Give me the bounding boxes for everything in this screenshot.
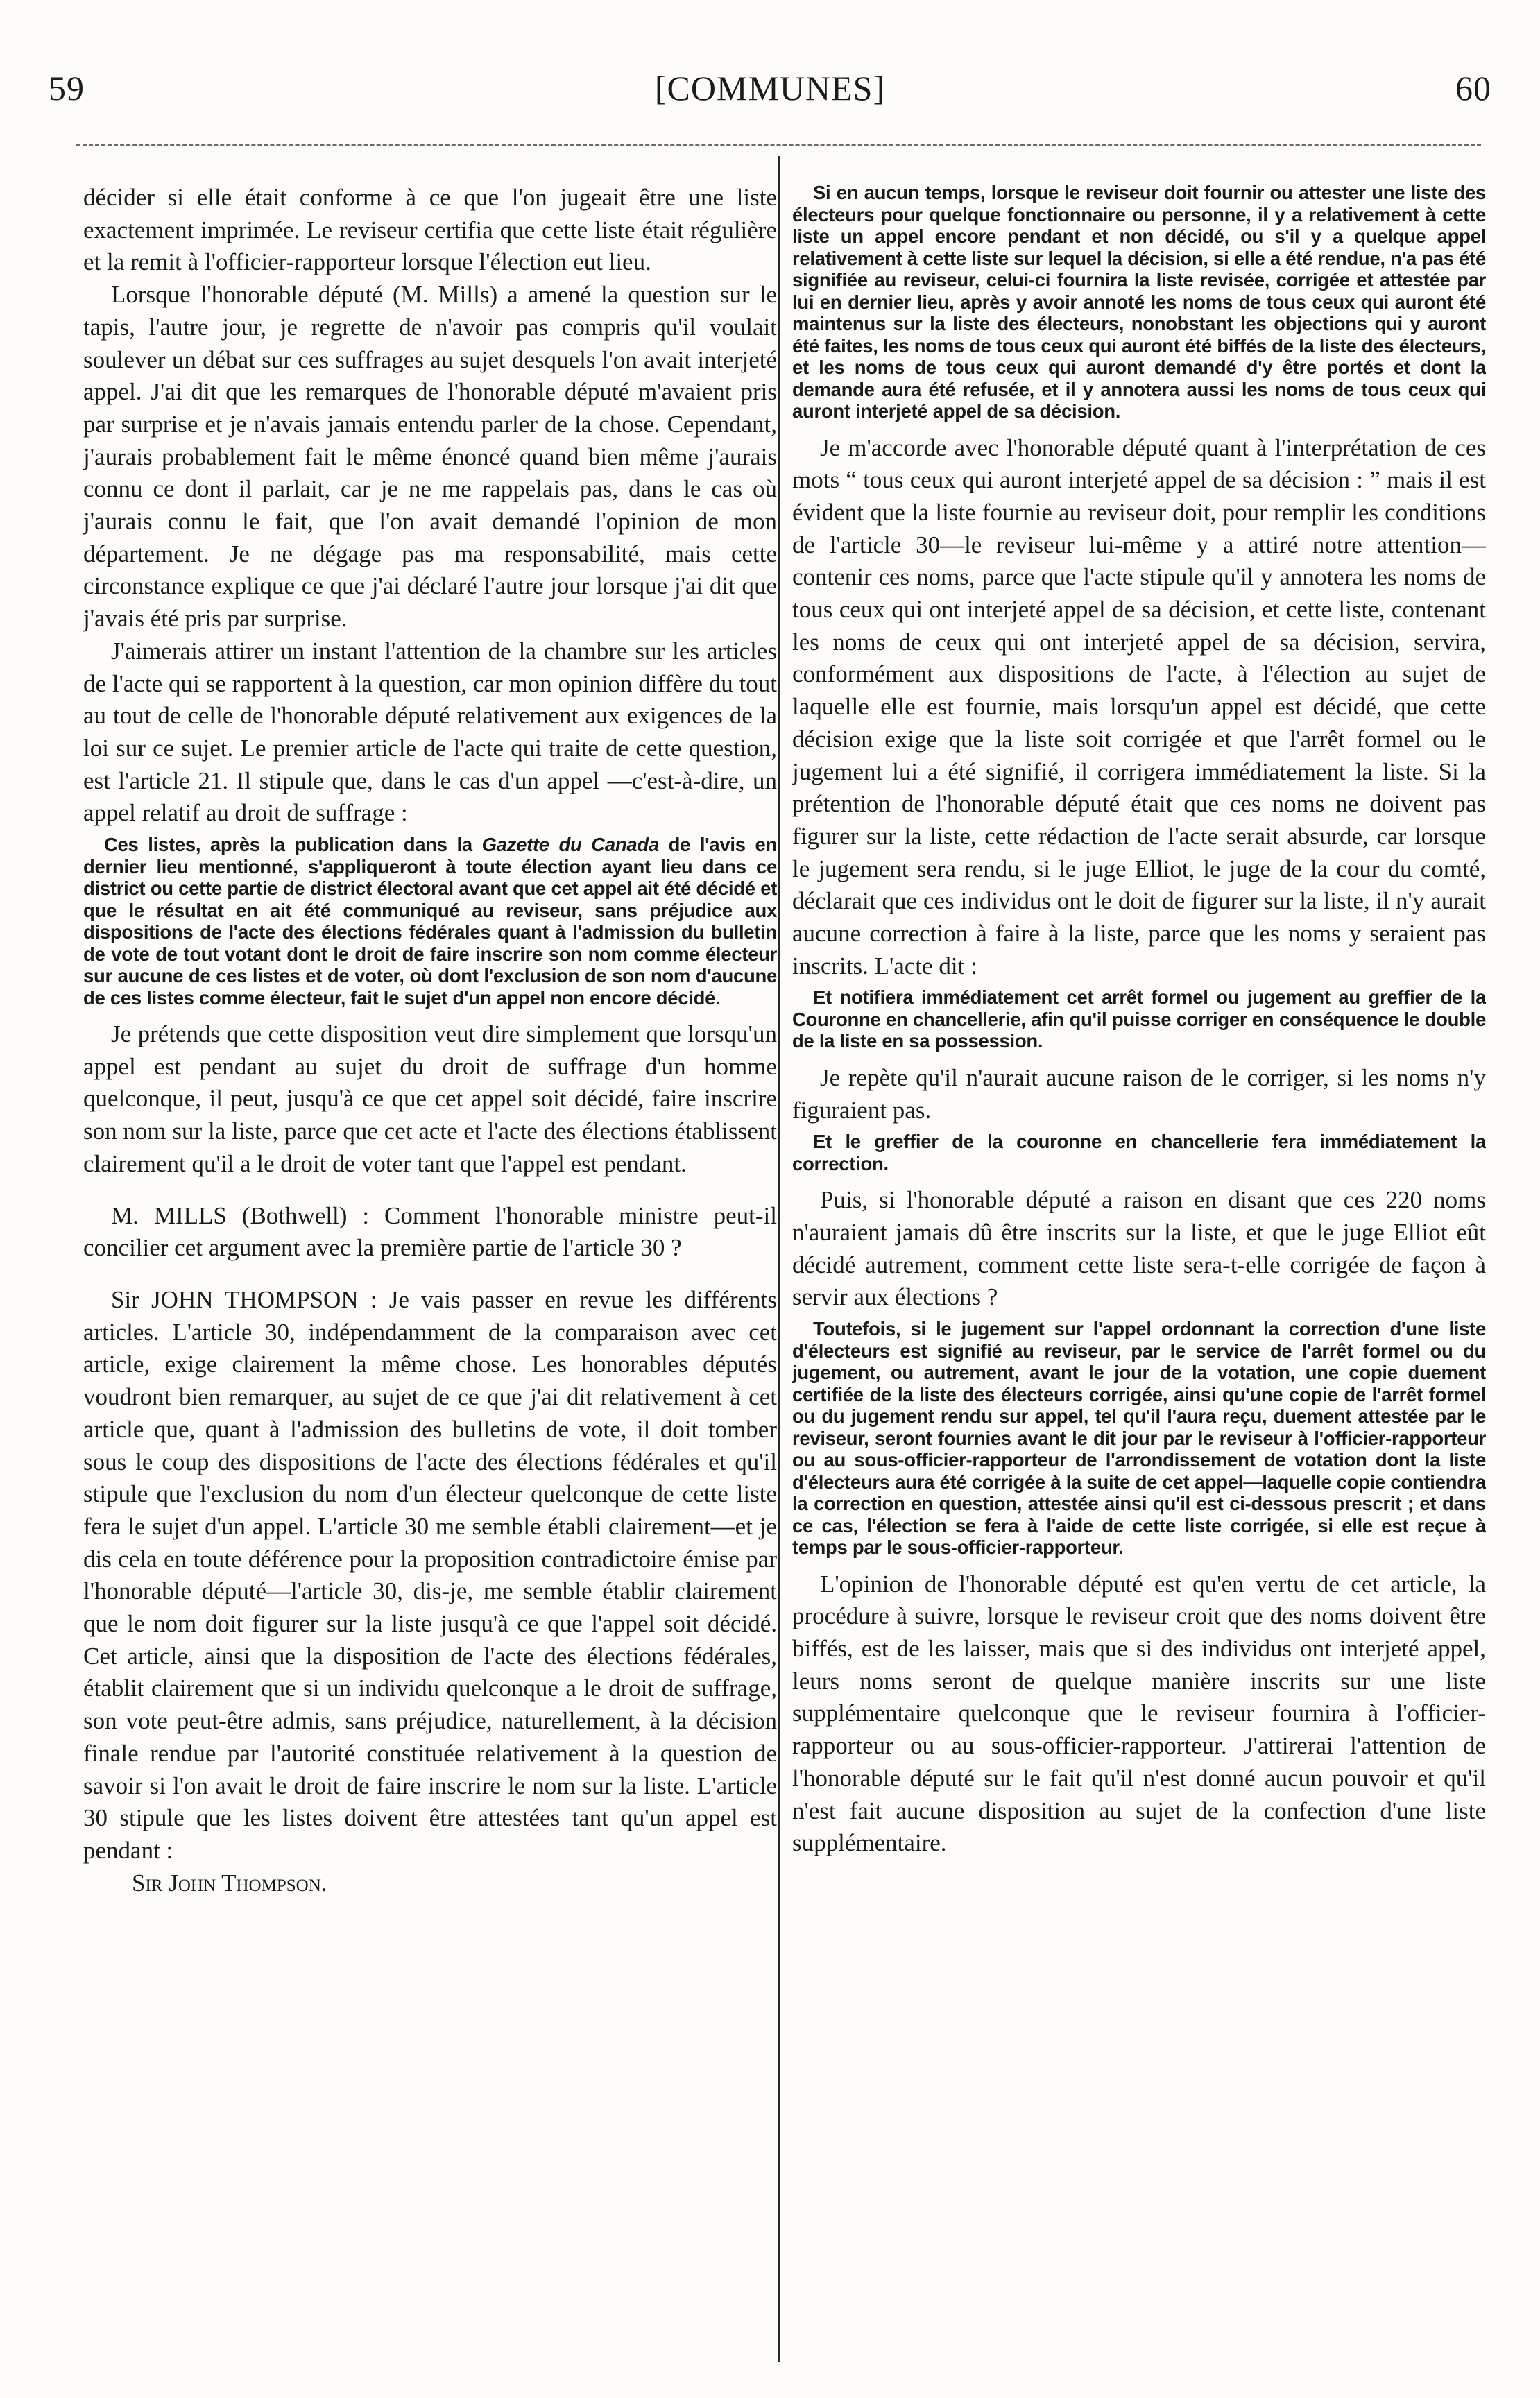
paragraph: décider si elle était conforme à ce que l'on jugeait être une liste exactement imprimée. Le reviseur certifia que cette liste était régulière et la remit à l'officier-rapporteur lorsque l'élection eut lieu. — [83, 184, 777, 276]
left-column — [83, 182, 777, 2370]
header-rule — [76, 144, 1481, 146]
speaker-paragraph: Sir JOHN THOMPSON : Je vais passer en revue les différents articles. L'article 30, indépendamment de la comparaison avec cet article, exige clairement la même chose. Les honorables députés voudront bien remarquer, au sujet de ce que j'ai dit relativement à cet article que, quant à l'admission des bulletins de vote, il doit tomber sous le coup des dispositions de l'acte des élections fédérales et qu'il stipule que l'exclusion du nom d'un électeur quelconque de cette liste fera le sujet d'un appel. L'article 30 me semble établi clairement—et je dis cela en toute déférence pour la proposition contradictoire émise par l'honorable député—l'article 30, dis-je, me semble établir clairement que le nom doit figurer sur la liste jusqu'à ce que l'appel soit décidé. Cet article, ainsi que la disposition de l'acte des élections fédérales, établit clairement que si un individu quelconque a le droit de suffrage, son vote peut-être admis, sans préjudice, naturellement, à la décision finale rendue par l'autorité constituée relativement à la question de savoir si l'on avait le droit de faire inscrire le nom sur la liste. L'article 30 stipule que les listes doivent être attestées tant qu'un appel est pendant : — [83, 1285, 777, 1864]
paragraph: J'aimerais attirer un instant l'attention de la chambre sur les articles de l'acte qui se rapportent à la question, car mon opinion diffère du tout au tout de celle de l'honorable député relativement aux exigences de la loi sur ce sujet. Le premier article de l'acte qui traite de cette question, est l'article 21. Il stipule que, dans le cas d'un appel —c'est-à-dire, un appel relatif au droit de suffrage : — [83, 637, 777, 827]
paragraph: Je repète qu'il n'aurait aucune raison de le corriger, si les noms n'y figuraient pas. — [792, 1063, 1486, 1124]
right-column — [792, 182, 1486, 2370]
gazette-title: Gazette du Canada — [481, 834, 659, 856]
statute-quote: Si en aucun temps, lorsque le reviseur doit fournir ou attester une liste des électeurs pour quelque fonctionnaire ou personne, il y a relativement à cette liste un appel encore pendant et non décidé, ou s'il y a quelque appel relativement à cette liste sur lequel la décision, si elle a été rendue, n'a pas été signifiée au reviseur, celui-ci fournira la liste revisée, corrigée et attestée par lui en dernier lieu, après y avoir annoté les noms de tous ceux qui auront été maintenus sur la liste des électeurs, nonobstant les objections qui y auront été faites, les noms de tous ceux qui auront été biffés de la liste des électeurs, et les noms de tous ceux qui auront demandé d'y être portés et dont la demande aura été refusée, et il y annotera aussi les noms de tous ceux qui auront interjeté appel de sa décision. — [792, 182, 1486, 422]
speaker-paragraph: M. MILLS (Bothwell) : Comment l'honorable ministre peut-il concilier cet argument avec la première partie de l'article 30 ? — [83, 1201, 777, 1262]
column-divider — [778, 156, 780, 2362]
paragraph: Lorsque l'honorable député (M. Mills) a amené la question sur le tapis, l'autre jour, je regrette de n'avoir pas compris qu'il voulait soulever un débat sur ces suffrages au sujet desquels l'on avait interjeté appel. J'ai dit que les remarques de l'honorable député m'avaient pris par surprise et je n'avais jamais entendu parler de la chose. Cependant, j'aurais probablement fait le même énoncé quand bien même j'aurais connu ce dont il parlait, car je ne me rappelais pas, dans le cas où j'aurais connu le fait, que l'on avait demandé l'opinion de mon département. Je ne dégage pas ma responsabilité, mais cette circonstance explique ce que j'ai déclaré l'autre jour lorsque j'ai dit que j'avais été pris par surprise. — [83, 281, 777, 633]
running-title: [COMMUNES] — [654, 69, 886, 108]
paragraph: Je prétends que cette disposition veut dire simplement que lorsqu'un appel est pendant au sujet du droit de suffrage d'un homme quelconque, il peut, jusqu'à ce que cet appel soit décidé, faire inscrire son nom sur la liste, parce que cet acte et l'acte des élections établissent clairement qu'il a le droit de voter tant que l'appel est pendant. — [83, 1020, 777, 1177]
page-header — [49, 68, 1491, 117]
statute-quote: Toutefois, si le jugement sur l'appel ordonnant la correction d'une liste d'électeurs est signifié au reviseur, par le service de l'arrêt formel ou du jugement, ou autrement, avant le jour de la votation, une copie duement certifiée de la liste des électeurs corrigée, ainsi qu'une copie de l'arrêt formel ou du jugement rendu sur appel, tel qu'il l'aura reçu, duement attestée par le reviseur, seront fournies avant le dit jour par le reviseur à l'officier-rapporteur ou au sous-officier-rapporteur de l'arrondissement de votation dont la liste d'électeurs aura été corrigée à la suite de cet appel—laquelle copie contiendra la correction en question, attestée ainsi qu'il est ci-dessous prescrit ; et dans ce cas, l'élection se fera à l'aide de cette liste corrigée, si elle est reçue à temps par le sous-officier-rapporteur. — [792, 1318, 1486, 1559]
quote-text: de l'avis en dernier lieu mentionné, s'appliqueront à toute élection ayant lieu dans ce district ou cette partie de district électoral avant que cet appel ait été décidé et que le résultat en ait été communiqué au reviseur, sans préjudice aux dispositions de l'acte des élections fédérales quant à l'admission du bulletin de vote de tout votant dont le droit de faire inscrire son nom comme électeur sur aucune de ces listes et de voter, où dont l'exclusion de son nom d'aucune de ces listes comme électeur, fait le sujet d'un appel non encore décidé. — [83, 834, 777, 1009]
statute-quote: Et le greffier de la couronne en chancellerie fera immédiatement la correction. — [792, 1131, 1486, 1174]
statute-quote: Et notifiera immédiatement cet arrêt formel ou jugement au greffier de la Couronne en chancellerie, afin qu'il puisse corriger en conséquence le double de la liste en sa possession. — [792, 986, 1486, 1052]
page-number-right: 60 — [1455, 69, 1491, 108]
paragraph: Puis, si l'honorable député a raison en disant que ces 220 noms n'auraient jamais dû être inscrits sur la liste, et que le juge Elliot eût décidé autrement, comment cette liste sera-t-elle corrigée de façon à servir aux élections ? — [792, 1186, 1486, 1311]
quote-text: Ces listes, après la publication dans la — [104, 834, 482, 856]
paragraph: Je m'accorde avec l'honorable député quant à l'interprétation de ces mots “ tous ceux qui auront interjeté appel de sa décision : ” mais il est évident que la liste fournie au reviseur doit, pour remplir les conditions de l'article 30—le reviseur lui-même y a attiré notre attention—contenir ces noms, parce que l'acte stipule qu'il y annotera les noms de tous ceux qui ont interjeté appel de sa décision, et cette liste, contenant les noms de ceux qui ont interjeté appel de sa décision, servira, conformément aux dispositions de l'acte, à l'élection au sujet de laquelle elle est fournie, mais lorsqu'un appel est décidé, que cette décision exige que la liste soit corrigée et que l'arrêt formel ou le jugement lui a été signifié, il corrigera immédiatement la liste. Si la prétention de l'honorable député était que ces noms ne doivent pas figurer sur la liste, cette rédaction de l'acte serait absurde, car lorsque le jugement sera rendu, si le juge Elliot, le juge de la cour du comté, déclarait que ces individus ont le doit de figurer sur la liste, il n'y aurait aucune correction à faire à la liste, parce que les noms y seraient pas inscrits. L'acte dit : — [792, 434, 1486, 979]
page-number-left: 59 — [49, 69, 85, 108]
statute-quote — [83, 834, 777, 1009]
paragraph: L'opinion de l'honorable député est qu'en vertu de cet article, la procédure à suivre, lorsque le reviseur croit que des noms doivent être biffés, est de les laisser, mais que si des individus ont interjeté appel, leurs noms seront de quelque manière inscrits sur une liste supplémentaire quelconque que le reviseur fournira à l'officier-rapporteur ou au sous-officier-rapporteur. J'attirerai l'attention de l'honorable député sur le fait qu'il n'est donné aucun pouvoir et qu'il n'est fait aucune disposition au sujet de la confection d'une liste supplémentaire. — [792, 1570, 1486, 1857]
speaker-signature: Sir John Thompson. — [132, 1869, 327, 1896]
